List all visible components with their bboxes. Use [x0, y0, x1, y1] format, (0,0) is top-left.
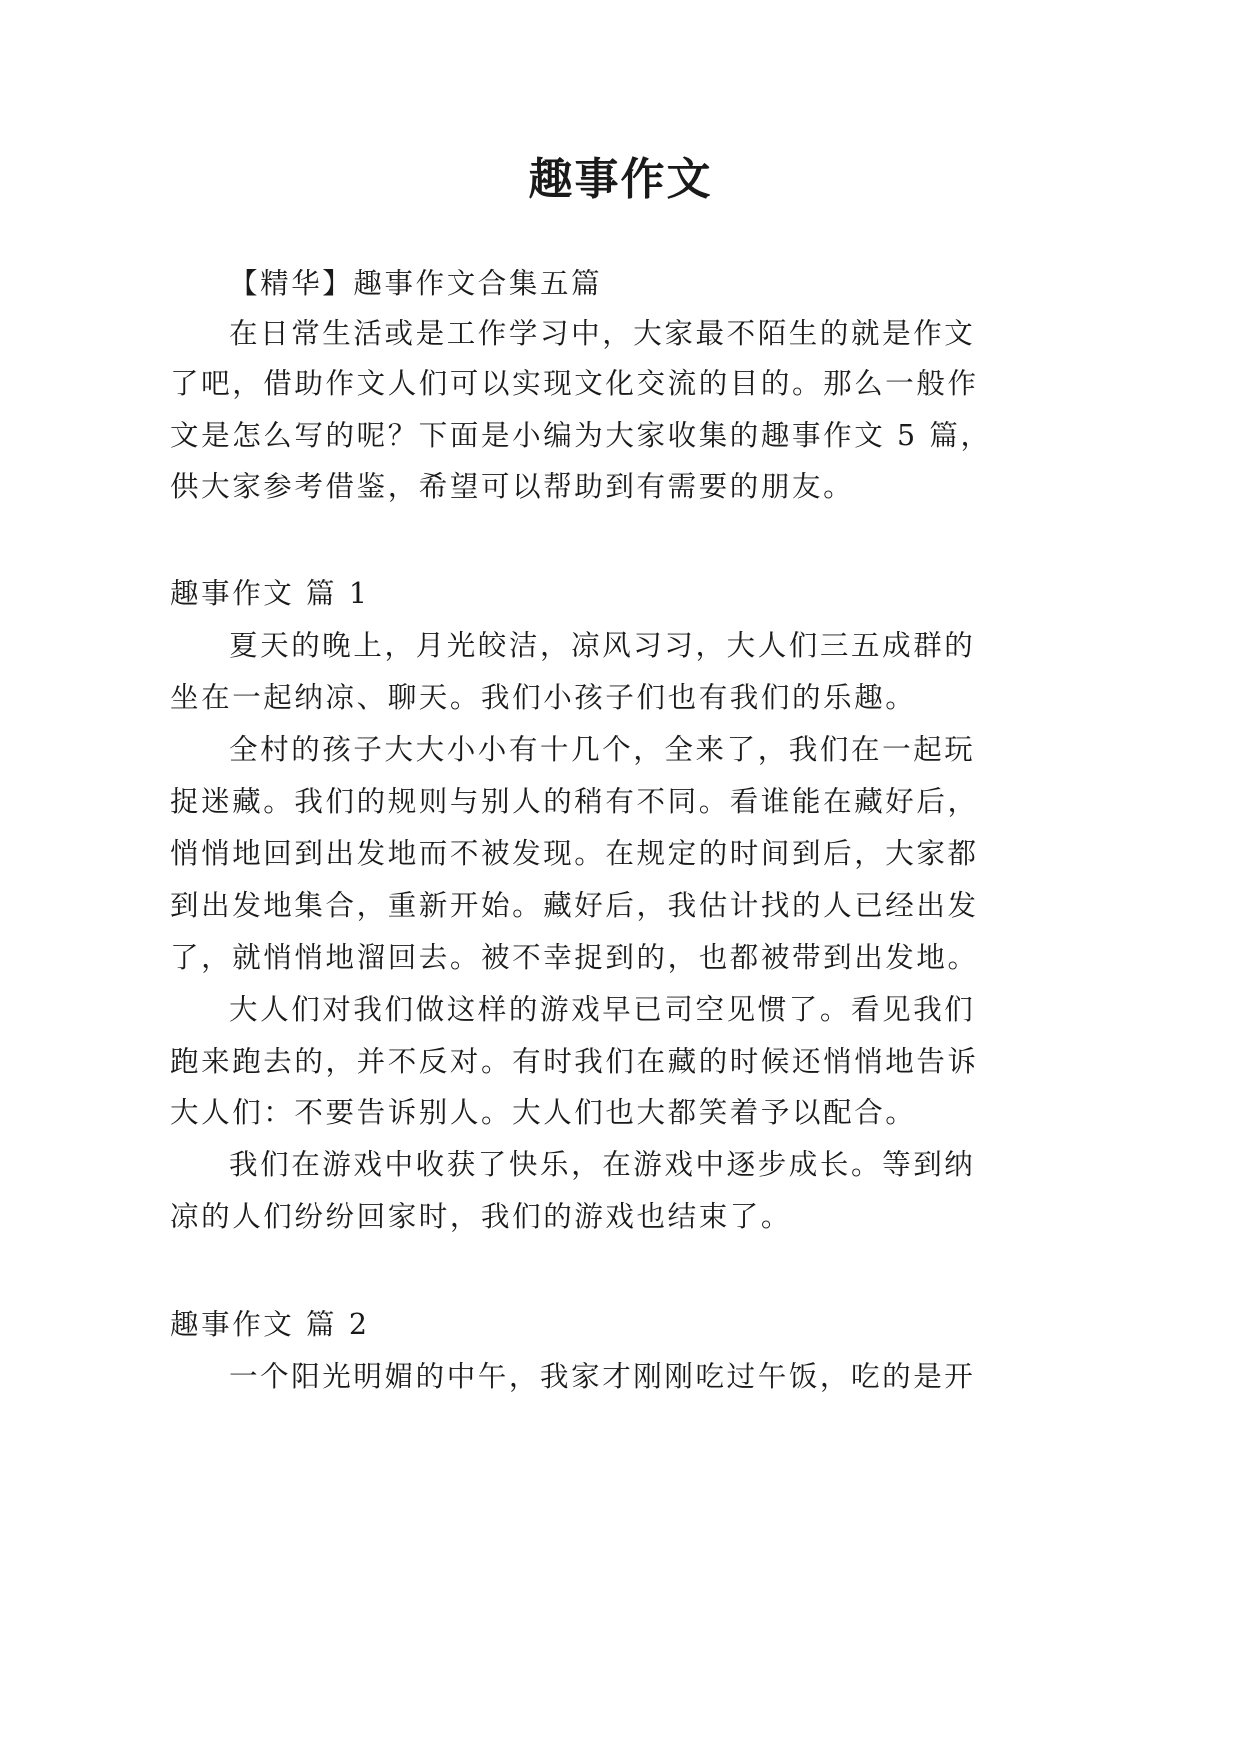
paragraph-line: 凉的人们纷纷回家时，我们的游戏也结束了。 — [170, 1200, 793, 1233]
section-heading: 趣事作文 篇 2 — [170, 1308, 370, 1341]
paragraph-line: 坐在一起纳凉、聊天。我们小孩子们也有我们的乐趣。 — [170, 681, 917, 714]
intro-line: 供大家参考借鉴，希望可以帮助到有需要的朋友。 — [170, 470, 855, 503]
paragraph-line: 一个阳光明媚的中午，我家才刚刚吃过午饭，吃的是开 — [229, 1360, 976, 1393]
intro-line: 文是怎么写的呢？下面是小编为大家收集的趣事作文 5 篇， — [170, 419, 992, 452]
paragraph-line: 捉迷藏。我们的规则与别人的稍有不同。看谁能在藏好后， — [170, 785, 979, 818]
intro-heading: 【精华】趣事作文合集五篇 — [229, 267, 603, 300]
paragraph-line: 跑来跑去的，并不反对。有时我们在藏的时候还悄悄地告诉 — [170, 1045, 979, 1078]
paragraph-line: 到出发地集合，重新开始。藏好后，我估计找的人已经出发 — [170, 889, 979, 922]
section-heading: 趣事作文 篇 1 — [170, 577, 370, 610]
paragraph-line: 我们在游戏中收获了快乐，在游戏中逐步成长。等到纳 — [229, 1148, 976, 1181]
paragraph-line: 了，就悄悄地溜回去。被不幸捉到的，也都被带到出发地。 — [170, 941, 979, 974]
paragraph-line: 大人们：不要告诉别人。大人们也大都笑着予以配合。 — [170, 1096, 917, 1129]
intro-line: 了吧，借助作文人们可以实现文化交流的目的。那么一般作 — [170, 367, 979, 400]
paragraph-line: 悄悄地回到出发地而不被发现。在规定的时间到后，大家都 — [170, 837, 979, 870]
intro-line: 在日常生活或是工作学习中，大家最不陌生的就是作文 — [229, 317, 976, 350]
paragraph-line: 大人们对我们做这样的游戏早已司空见惯了。看见我们 — [229, 993, 976, 1026]
paragraph-line: 全村的孩子大大小小有十几个，全来了，我们在一起玩 — [229, 733, 976, 766]
paragraph-line: 夏天的晚上，月光皎洁，凉风习习，大人们三五成群的 — [229, 629, 976, 662]
page-title: 趣事作文 — [528, 154, 713, 205]
